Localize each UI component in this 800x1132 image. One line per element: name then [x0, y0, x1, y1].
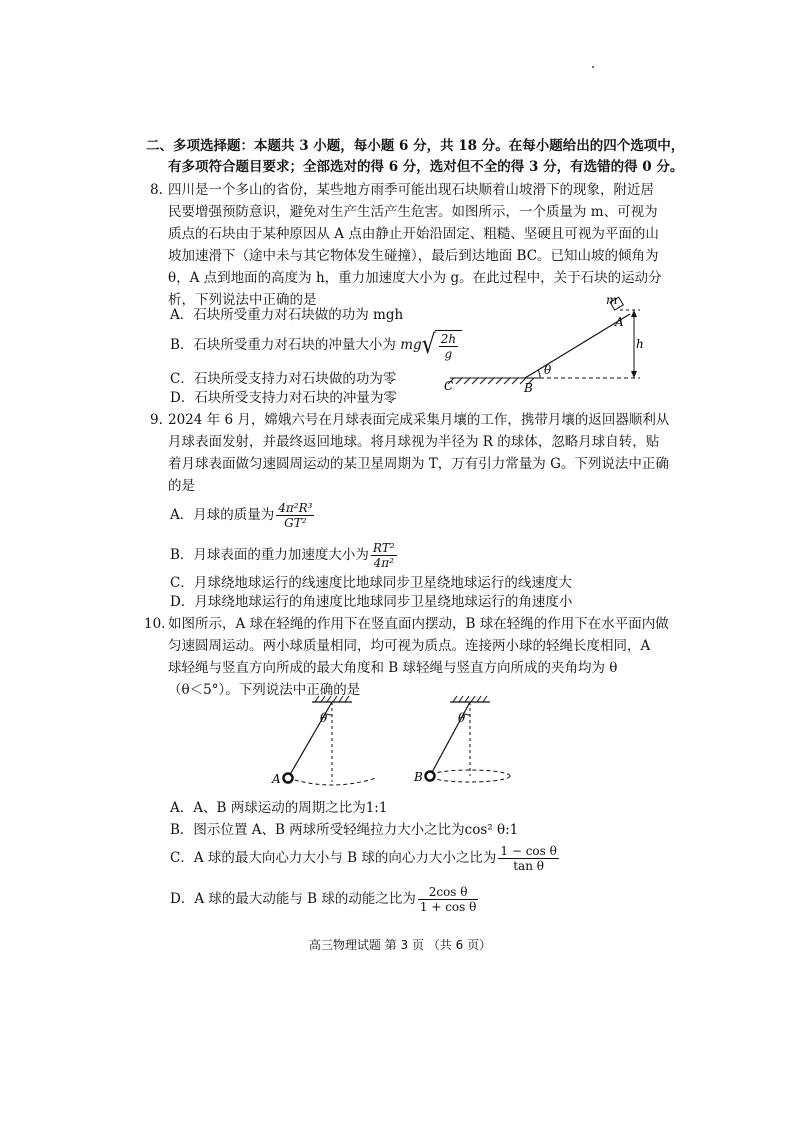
label-theta-b: θ — [458, 711, 466, 725]
q9-option-a-fraction — [276, 501, 314, 530]
q9-line1: 2024 年 6 月，嫦娥六号在月球表面完成采集月壤的工作，携带月壤的返回器顺利从 — [168, 412, 670, 428]
q8-option-b-den: g — [444, 347, 453, 361]
label-h: h — [636, 337, 644, 351]
label-c: C — [444, 379, 454, 393]
q10-option-d — [170, 884, 480, 914]
q8-line3: 质点的石块由于某种原因从 A 点由静止开始沿固定、粗糙、坚硬且可视为平面的山 — [168, 226, 659, 242]
q10-option-a: A．A、B 两球运动的周期之比为1:1 — [170, 800, 388, 816]
q10-option-c-fraction — [498, 844, 558, 873]
q10-option-d-fraction — [418, 885, 478, 914]
q9-option-c: C．月球绕地球运行的线速度比地球同步卫星绕地球运行的线速度大 — [170, 575, 572, 591]
q10-option-c — [170, 843, 561, 873]
q10-option-d-num: 2cos θ — [418, 885, 478, 900]
label-m: m — [606, 293, 618, 307]
q8-line1: 四川是一个多山的省份，某些地方雨季可能出现石块顺着山坡滑下的现象，附近居 — [168, 182, 654, 198]
label-b: B — [524, 381, 533, 395]
q10-option-c-num: 1 − cos θ — [500, 844, 557, 858]
page-footer: 高三物理试题 第 3 页 （共 6 页） — [308, 938, 492, 952]
q10-option-b: B．图示位置 A、B 两球所受轻绳拉力大小之比为cos² θ:1 — [170, 822, 519, 838]
pendulum-a — [271, 696, 376, 786]
q10-option-c-den: tan θ — [513, 859, 544, 873]
q9-option-b — [170, 540, 399, 570]
speck — [592, 66, 594, 68]
q8-line4: 坡加速滑下（途中未与其它物体发生碰撞），最后到达地面 BC。已知山坡的倾角为 — [168, 248, 659, 264]
q10-option-c-text: C．A 球的最大向心力大小与 B 球的向心力大小之比为 — [170, 850, 497, 866]
q9-option-b-text: B．月球表面的重力加速度大小为 — [170, 547, 369, 563]
section-header-line1: 二、多项选择题：本题共 3 小题，每小题 6 分，共 18 分。在每小题给出的四个选项中， — [146, 138, 685, 154]
q10-line1: 如图所示，A 球在轻绳的作用下在竖直面内摆动，B 球在轻绳的作用下在水平面内做 — [168, 616, 669, 632]
q8-line5: θ，A 点到地面的高度为 h，重力加速度大小为 g。在此过程中，关于石块的运动分 — [168, 270, 662, 286]
label-ball-a: A — [272, 772, 281, 786]
label-theta-a: θ — [320, 711, 328, 725]
q10-option-d-text: D．A 球的最大动能与 B 球的动能之比为 — [170, 891, 416, 907]
q9-line2: 月球表面发射，并最终返回地球。将月球视为半径为 R 的球体，忽略月球自转，贴 — [168, 434, 660, 450]
q9-line4: 的是 — [168, 478, 195, 494]
q9-option-a — [170, 500, 316, 530]
q8-option-b-num: 2h — [440, 332, 457, 346]
q8-option-b-text: B．石块所受重力对石块的冲量大小为 — [170, 337, 396, 353]
q9-line3: 着月球表面做匀速圆周运动的某卫星周期为 T，万有引力常量为 G。下列说法中正确 — [168, 456, 669, 472]
q8-number: 8. — [150, 182, 163, 198]
label-ball-b: B — [414, 770, 423, 784]
q8-option-c: C．石块所受支持力对石块做的功为零 — [170, 371, 397, 387]
q9-option-a-text: A．月球的质量为 — [170, 507, 275, 523]
radical-sign: √ — [421, 329, 436, 360]
q9-option-b-num: RT² — [372, 541, 395, 555]
pendulum-b — [413, 696, 510, 784]
q10-line4: （θ＜5°）。下列说法中正确的是 — [168, 682, 361, 698]
q8-option-b — [170, 330, 462, 361]
q9-option-a-num: 4π²R³ — [278, 501, 313, 515]
q10-option-d-den: 1 + cos θ — [419, 900, 477, 914]
slope-figure — [440, 293, 670, 398]
q8-option-d: D．石块所受支持力对石块的冲量为零 — [170, 390, 397, 406]
q8-option-a: A．石块所受重力对石块做的功为 mgh — [170, 307, 404, 323]
q8-line2: 民要增强预防意识，避免对生产生活产生危害。如图所示，一个质量为 m、可视为 — [168, 204, 658, 220]
q9-option-a-den: GT² — [284, 516, 307, 530]
q8-option-b-mg: mg — [400, 337, 422, 353]
q9-option-b-fraction — [371, 541, 397, 570]
q10-line3: 球轻绳与竖直方向所成的最大角度和 B 球轻绳与竖直方向所成的夹角均为 θ — [168, 660, 618, 676]
q9-option-d: D．月球绕地球运行的角速度比地球同步卫星绕地球运行的角速度小 — [170, 594, 573, 610]
pendulum-figures — [260, 696, 520, 796]
q9-option-b-den: 4π² — [373, 556, 394, 570]
angle-arc — [538, 370, 540, 378]
q8-line6: 析，下列说法中正确的是 — [168, 292, 317, 308]
q10-number: 10. — [144, 616, 166, 632]
section-header-line2: 有多项符合题目要求；全部选对的得 6 分，选对但不全的得 3 分，有选错的得 0 分。 — [168, 159, 684, 175]
label-a: A — [615, 315, 624, 329]
q9-number: 9. — [150, 412, 163, 428]
q10-line2: 匀速圆周运动。两小球质量相同，均可视为质点。连接两小球的轻绳长度相同，A — [168, 638, 651, 654]
label-theta: θ — [544, 363, 552, 377]
